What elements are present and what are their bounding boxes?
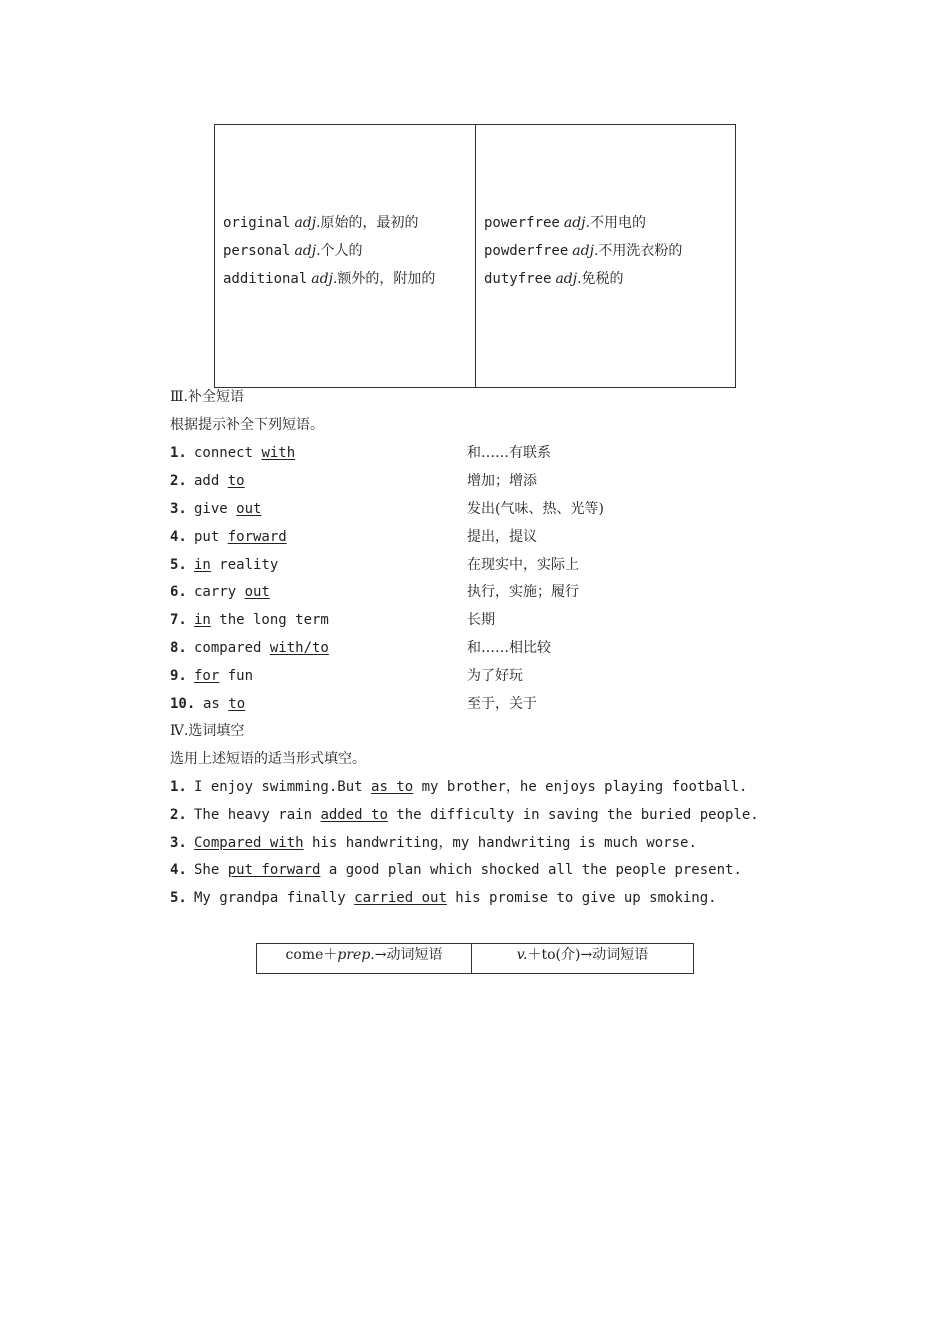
section4-title: Ⅳ.选词填空 [170,723,245,739]
fill-blank-item: 2. The heavy rain added to the difficulty in saving the buried people. [170,807,759,823]
phrase-meaning: 和……有联系 [467,445,551,461]
phrase-item: 1. connect with [170,445,296,461]
phrase-meaning: 和……相比较 [467,640,551,656]
phrase-item: 5. in reality [170,557,279,573]
fill-blank-answer: added to [320,807,388,823]
phrase-item: 4. put forward [170,529,287,545]
fill-blank-item: 5. My grandpa finally carried out his promise to give up smoking. [170,890,717,906]
phrase-item: 10. as to [170,696,246,712]
word-table-left-column [215,125,475,387]
section3-title: Ⅲ.补全短语 [170,389,244,405]
phrase-item: 8. compared with/to [170,640,329,656]
phrase-answer: out [244,584,270,600]
phrase-meaning: 至于，关于 [467,696,537,712]
fill-blank-item: 1. I enjoy swimming.But as to my brother，he enjoys playing football. [170,779,748,795]
fill-blank-answer: Compared with [194,835,304,851]
phrase-answer: with/to [269,640,329,656]
rule-table-left-cell: come＋prep.→动词短语 [285,947,443,963]
phrase-answer: out [236,501,262,517]
phrase-item: 6. carry out [170,584,270,600]
word-entry: additional adj.额外的，附加的 [223,271,436,287]
phrase-answer: to [228,696,246,712]
word-entry: powerfree adj.不用电的 [484,215,646,231]
phrase-meaning: 在现实中，实际上 [467,557,579,573]
word-table-right-column [475,125,735,387]
rule-table-right-cell: v.＋to(介)→动词短语 [471,944,693,973]
phrase-meaning: 长期 [467,612,495,628]
phrase-meaning: 发出(气味、热、光等) [467,501,604,517]
phrase-answer: in [194,557,211,573]
fill-blank-answer: as to [371,779,414,795]
phrase-meaning: 提出，提议 [467,529,537,545]
phrase-answer: in [194,612,211,628]
phrase-item: 3. give out [170,501,262,517]
phrase-answer: forward [227,529,287,545]
phrase-meaning: 增加；增添 [467,473,537,489]
phrase-answer: to [227,473,245,489]
rule-table [256,943,694,974]
fill-blank-item: 4. She put forward a good plan which shocked all the people present. [170,862,742,878]
word-entry: powderfree adj.不用洗衣粉的 [484,243,683,259]
section3-instruction: 根据提示补全下列短语。 [170,417,324,433]
word-entry: personal adj.个人的 [223,243,363,259]
phrase-answer: for [194,668,220,684]
fill-blank-answer: carried out [354,890,447,906]
phrase-meaning: 为了好玩 [467,668,523,684]
section4-instruction: 选用上述短语的适当形式填空。 [170,751,366,767]
word-entry: original adj.原始的，最初的 [223,215,419,231]
phrase-item: 2. add to [170,473,245,489]
fill-blank-answer: put forward [227,862,321,878]
phrase-meaning: 执行，实施；履行 [467,584,579,600]
phrase-item: 9. for fun [170,668,254,684]
fill-blank-item: 3. Compared with his handwriting，my handwriting is much worse. [170,835,697,851]
word-entry: dutyfree adj.免税的 [484,271,624,287]
phrase-item: 7. in the long term [170,612,329,628]
word-table [214,124,736,388]
phrase-answer: with [261,445,296,461]
